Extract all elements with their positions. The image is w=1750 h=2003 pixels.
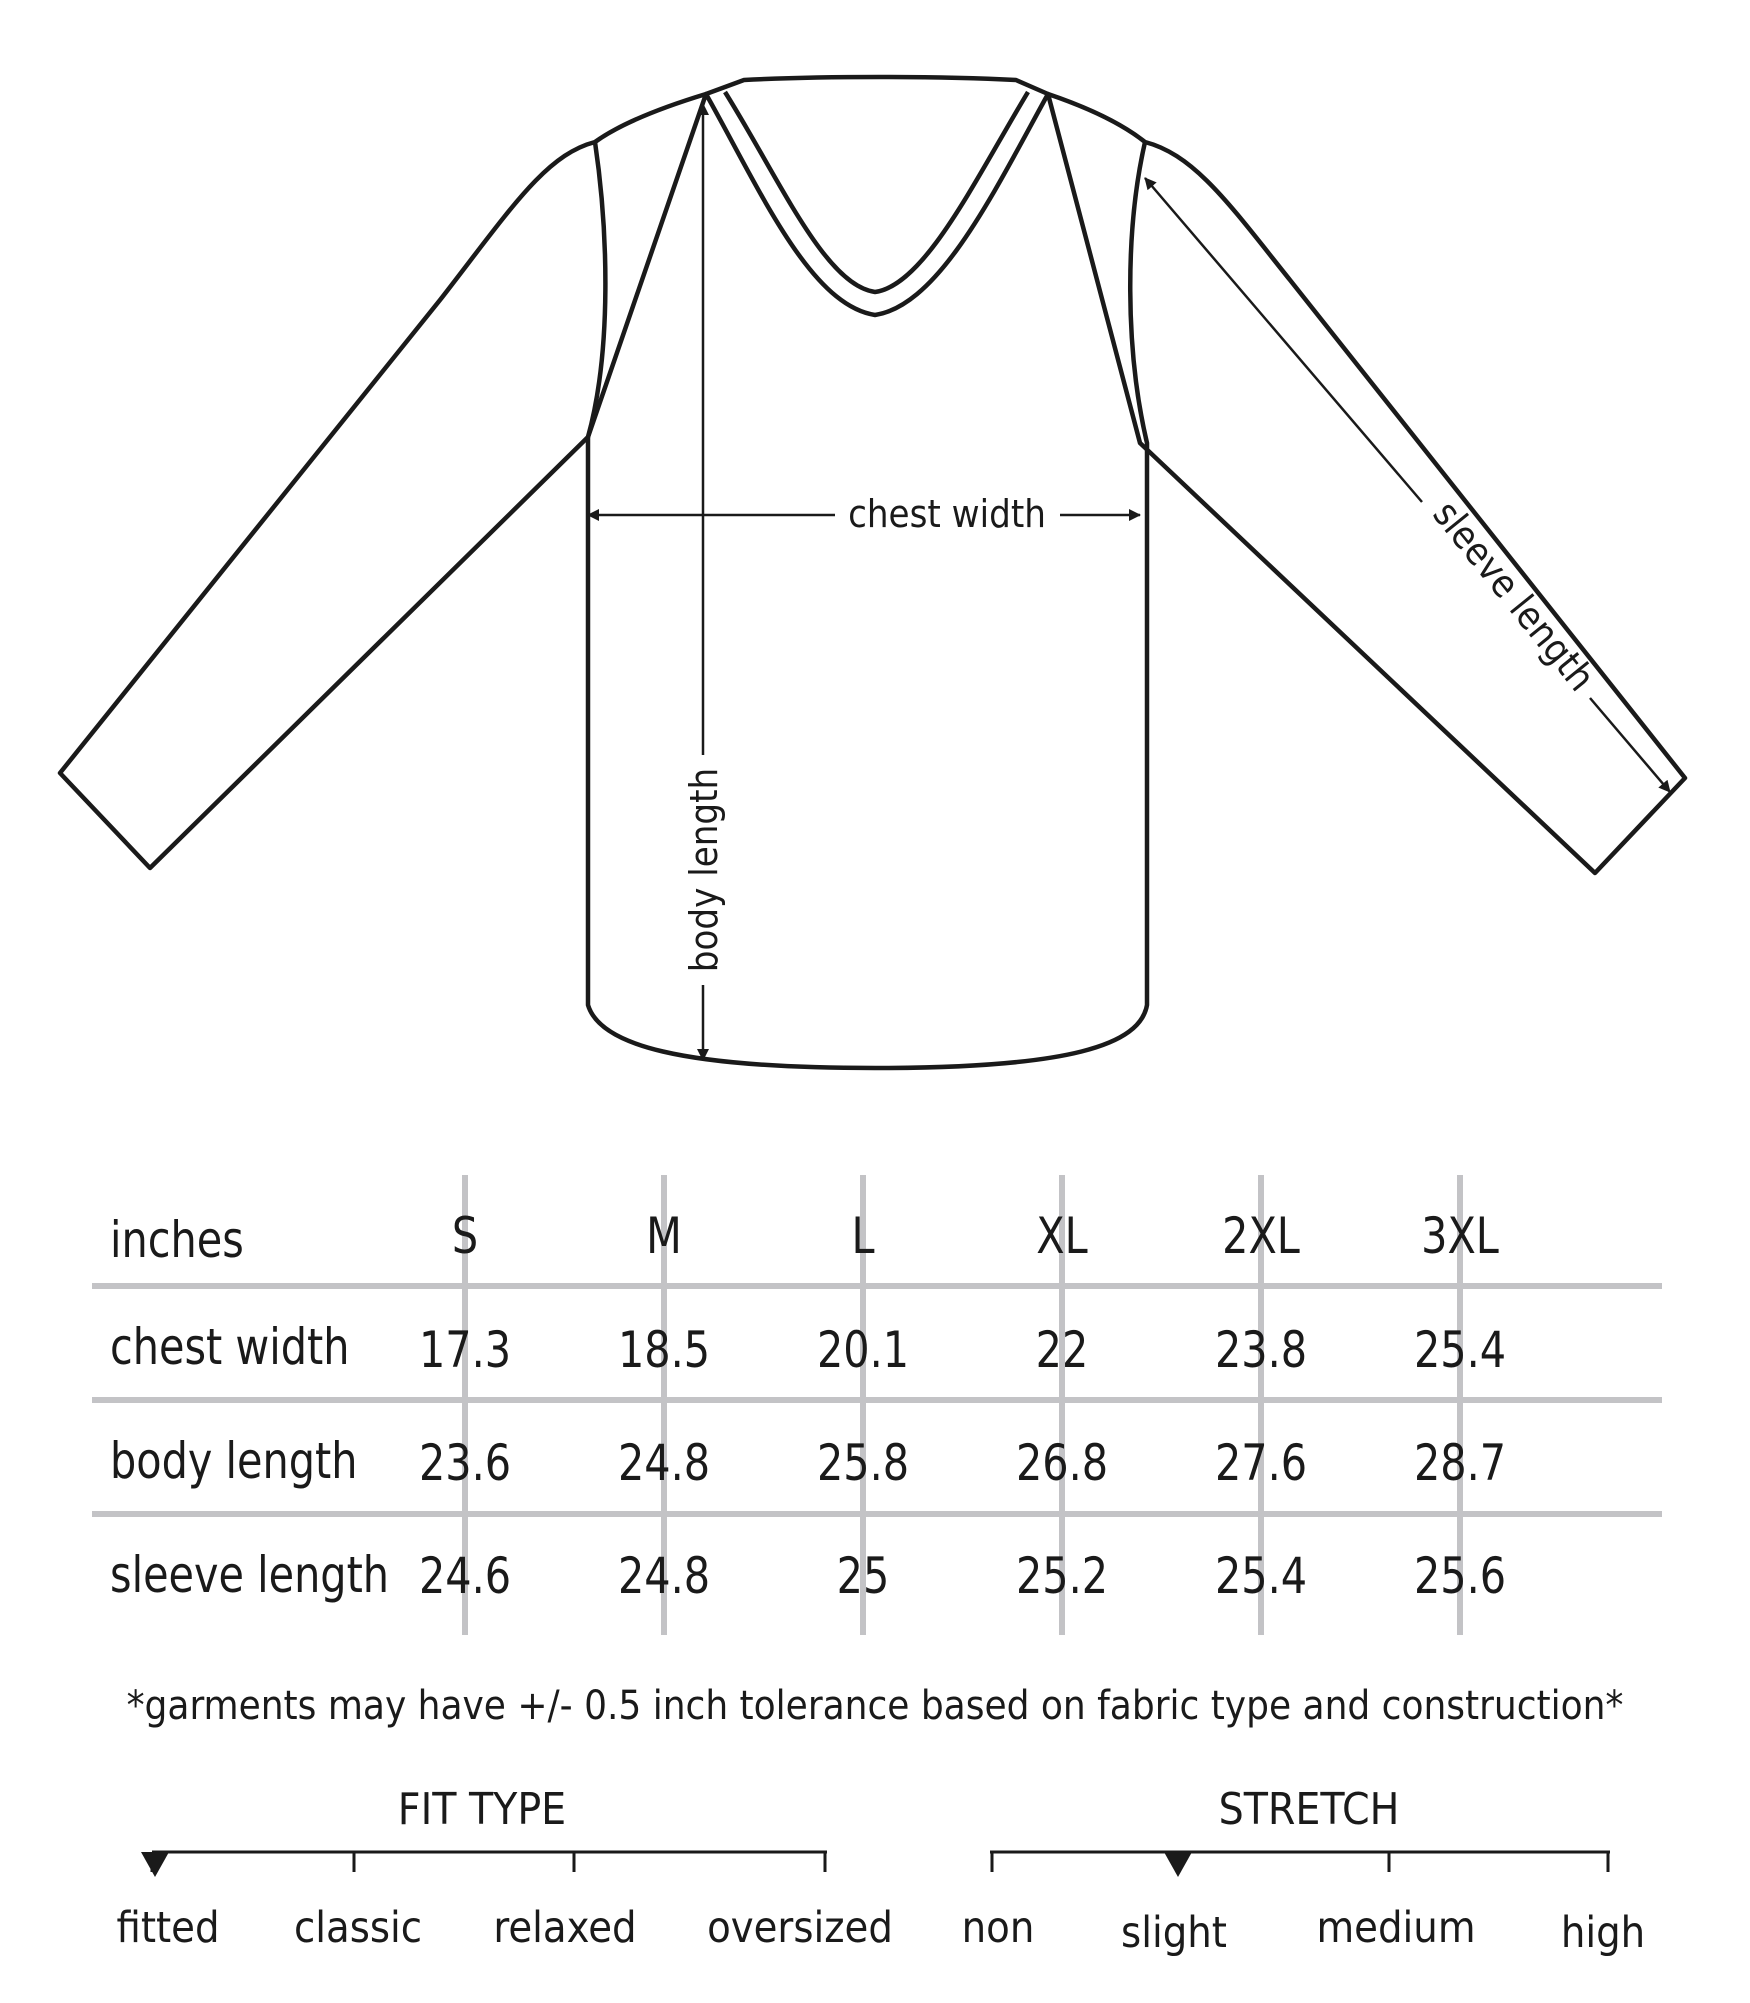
- fit-option-fitted: fitted: [116, 1903, 220, 1953]
- unit-header: inches: [110, 1211, 244, 1269]
- fit-type-selected-marker: [141, 1852, 169, 1877]
- stretch-option-non: non: [961, 1903, 1035, 1953]
- table-cell: 24.8: [617, 1547, 711, 1605]
- table-cell: 24.8: [617, 1434, 711, 1492]
- table-cell: 17.3: [418, 1321, 512, 1379]
- chest-width-measure: [588, 492, 1140, 536]
- fit-option-classic: classic: [293, 1903, 423, 1953]
- chest-width-label: chest width: [848, 492, 1046, 536]
- grid-line: [92, 1511, 1662, 1517]
- size-header-3xl: 3XL: [1421, 1207, 1499, 1265]
- stretch-option-medium: medium: [1316, 1903, 1476, 1953]
- table-cell: 27.6: [1214, 1434, 1308, 1492]
- table-cell: 25.4: [1214, 1547, 1308, 1605]
- grid-line: [92, 1283, 1662, 1289]
- stretch-selected-marker: [1164, 1852, 1192, 1877]
- table-cell: 20.1: [816, 1321, 910, 1379]
- stretch-title: STRETCH: [1218, 1784, 1400, 1835]
- table-cell: 24.6: [418, 1547, 512, 1605]
- sleeve-length-label: sleeve length: [1424, 492, 1604, 700]
- table-cell: 23.6: [418, 1434, 512, 1492]
- size-header-s: S: [451, 1207, 479, 1265]
- table-cell: 25.2: [1015, 1547, 1109, 1605]
- row-label-chest-width: chest width: [110, 1318, 350, 1376]
- size-header-m: M: [646, 1207, 682, 1265]
- fit-option-oversized: oversized: [707, 1903, 893, 1953]
- table-cell: 25.4: [1413, 1321, 1507, 1379]
- stretch-scale: [990, 1852, 1610, 1872]
- shirt-outline: [60, 77, 1685, 1068]
- stretch-option-slight: slight: [1121, 1908, 1227, 1958]
- table-cell: 23.8: [1214, 1321, 1308, 1379]
- fit-option-relaxed: relaxed: [493, 1903, 637, 1953]
- size-header-l: L: [851, 1207, 875, 1265]
- body-length-label: body length: [682, 767, 726, 973]
- size-header-2xl: 2XL: [1222, 1207, 1300, 1265]
- size-table: [92, 1175, 1662, 1635]
- table-cell: 25: [836, 1547, 890, 1605]
- table-cell: 25.6: [1413, 1547, 1507, 1605]
- fit-type-title: FIT TYPE: [397, 1784, 567, 1835]
- tolerance-note: *garments may have +/- 0.5 inch tolerance based on fabric type and construction*: [126, 1683, 1624, 1729]
- table-cell: 22: [1035, 1321, 1089, 1379]
- size-header-xl: XL: [1036, 1207, 1088, 1265]
- table-cell: 18.5: [617, 1321, 711, 1379]
- table-cell: 26.8: [1015, 1434, 1109, 1492]
- table-cell: 25.8: [816, 1434, 910, 1492]
- table-cell: 28.7: [1413, 1434, 1507, 1492]
- scales: [0, 1840, 1750, 1900]
- stretch-option-high: high: [1560, 1908, 1646, 1958]
- grid-line: [92, 1397, 1662, 1403]
- body-length-measure: [682, 104, 726, 1060]
- row-label-body-length: body length: [110, 1432, 358, 1490]
- sleeve-length-measure: [1145, 178, 1670, 792]
- fit-type-scale: [152, 1852, 827, 1872]
- row-label-sleeve-length: sleeve length: [110, 1546, 390, 1604]
